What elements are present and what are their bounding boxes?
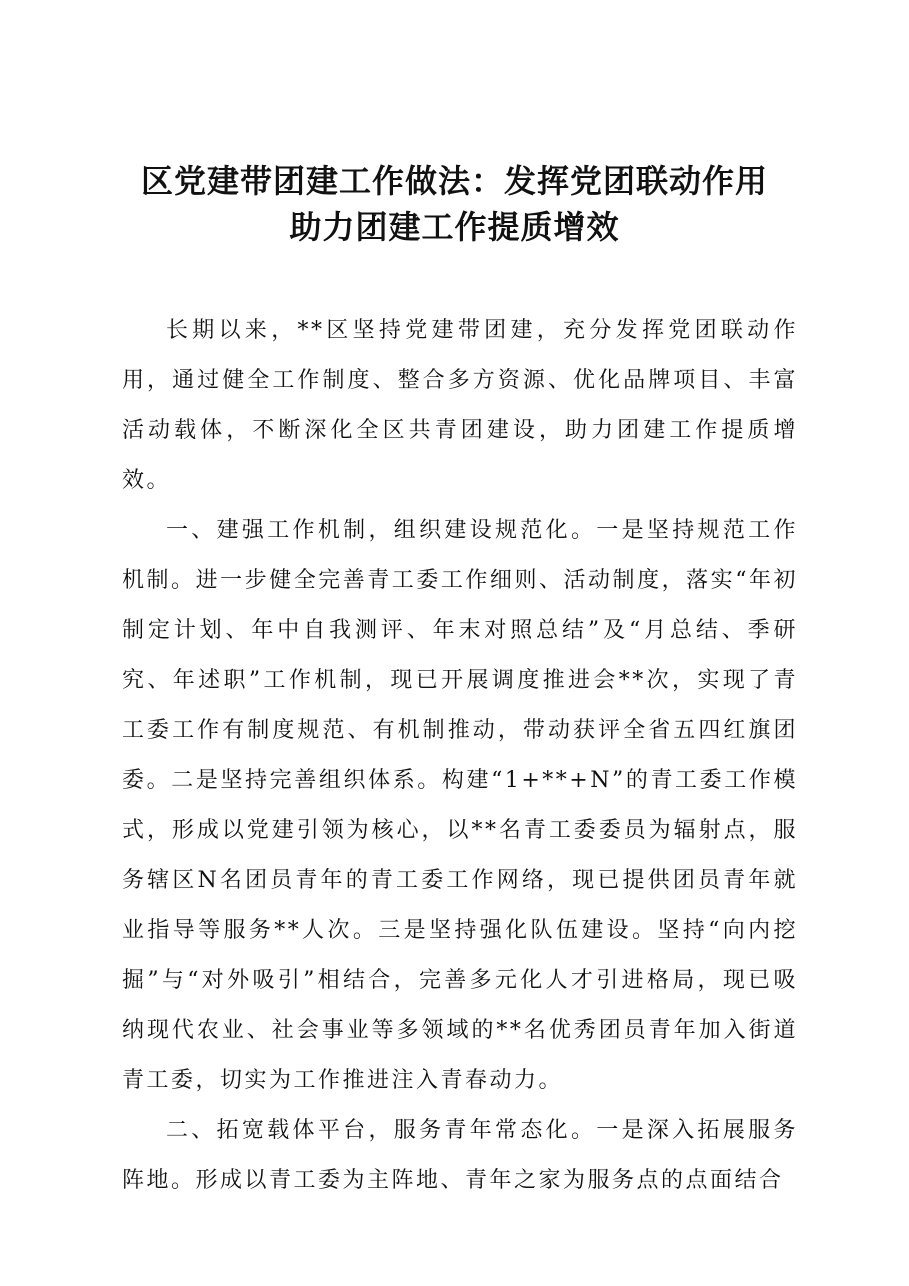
title-line-1: 区党建带团建工作做法：发挥党团联动作用 (140, 162, 768, 200)
document-body (122, 306, 798, 1206)
paragraph-section-1: 一、建强工作机制，组织建设规范化。一是坚持规范工作机制。进一步健全完善青工委工作细则、活动制度，落实“年初制定计划、年中自我测评、年末对照总结”及“月总结、季研究、年述职”工作机制，现已开展调度推进会**次，实现了青工委工作有制度规范、有机制推动，带动获评全省五四红旗团委。二是坚持完善组织体系。构建“1+**+N”的青工委工作模式，形成以党建引领为核心，以**名青工委委员为辐射点，服务辖区N名团员青年的青工委工作网络，现已提供团员青年就业指导等服务**人次。三是坚持强化队伍建设。坚持“向内挖掘”与“对外吸引”相结合，完善多元化人才引进格局，现已吸纳现代农业、社会事业等多领域的**名优秀团员青年加入街道青工委，切实为工作推进注入青春动力。 (122, 518, 798, 1093)
paragraph-section-2: 二、拓宽载体平台，服务青年常态化。一是深入拓展服务阵地。形成以青工委为主阵地、青年之家为服务点的点面结合 (122, 1118, 798, 1193)
document-title (0, 158, 909, 250)
paragraph-intro: 长期以来，**区坚持党建带团建，充分发挥党团联动作用，通过健全工作制度、整合多方资源、优化品牌项目、丰富活动载体，不断深化全区共青团建设，助力团建工作提质增效。 (122, 318, 798, 493)
title-line-2: 助力团建工作提质增效 (289, 208, 620, 246)
